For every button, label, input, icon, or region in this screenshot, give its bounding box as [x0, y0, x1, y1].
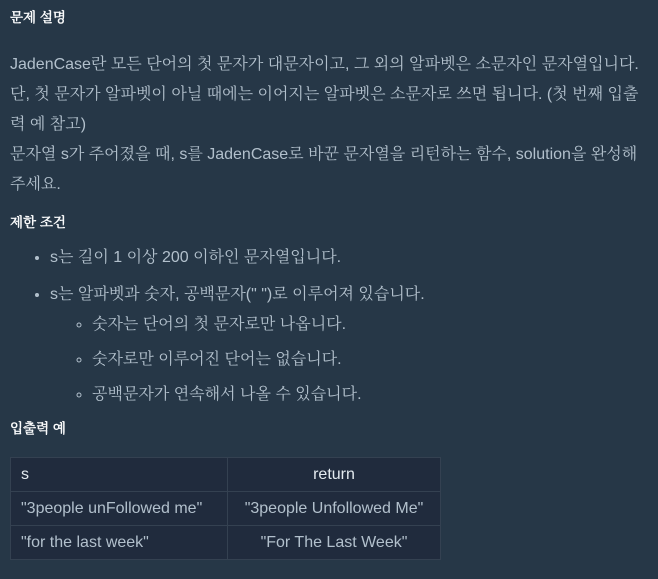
- problem-paragraph-2: 문자열 s가 주어졌을 때, s를 JadenCase로 바꾼 문자열을 리턴하는 함수, solution을 완성해주세요.: [10, 146, 638, 193]
- constraint-item-2-text: s는 알파벳과 숫자, 공백문자(" ")로 이루어져 있습니다.: [50, 286, 425, 303]
- example-1-input-cell: "3people unFollowed me": [11, 492, 228, 526]
- example-1-return-cell: "3people Unfollowed Me": [228, 492, 441, 526]
- constraints-sublist: [50, 310, 648, 410]
- section-title-constraints: 제한 조건: [10, 215, 66, 230]
- column-header-s: s: [11, 458, 228, 492]
- table-row: [11, 492, 441, 526]
- section-title-examples: 입출력 예: [10, 421, 66, 436]
- examples-table: [10, 457, 441, 560]
- constraint-item-1: [50, 243, 648, 273]
- constraint-item-2: [50, 280, 648, 410]
- constraints-list: [10, 243, 648, 410]
- sub-constraint-item-2: ◦ 숫자로만 이루어진 단어는 없습니다.: [92, 345, 648, 375]
- table-header-row: [11, 458, 441, 492]
- sub-constraint-item-3: ◦ 공백문자가 연속해서 나올 수 있습니다.: [92, 380, 648, 410]
- section-title-problem-description: 문제 설명: [10, 10, 66, 25]
- sub-constraint-item-1: ◦ 숫자는 단어의 첫 문자로만 나옵니다.: [92, 310, 648, 340]
- example-2-input-cell: "for the last week": [11, 526, 228, 560]
- example-2-return-cell: "For The Last Week": [228, 526, 441, 560]
- problem-paragraph-1: JadenCase란 모든 단어의 첫 문자가 대문자이고, 그 외의 알파벳은 소문자인 문자열입니다. 단, 첫 문자가 알파벳이 아닐 때에는 이어지는 알파벳은 소문자로 쓰면 됩니다. (첫 번째 입출력 예 참고): [10, 56, 639, 133]
- constraint-item-1-text: s는 길이 1 이상 200 이하인 문자열입니다.: [50, 249, 342, 266]
- column-header-return: return: [228, 458, 441, 492]
- table-row: [11, 526, 441, 560]
